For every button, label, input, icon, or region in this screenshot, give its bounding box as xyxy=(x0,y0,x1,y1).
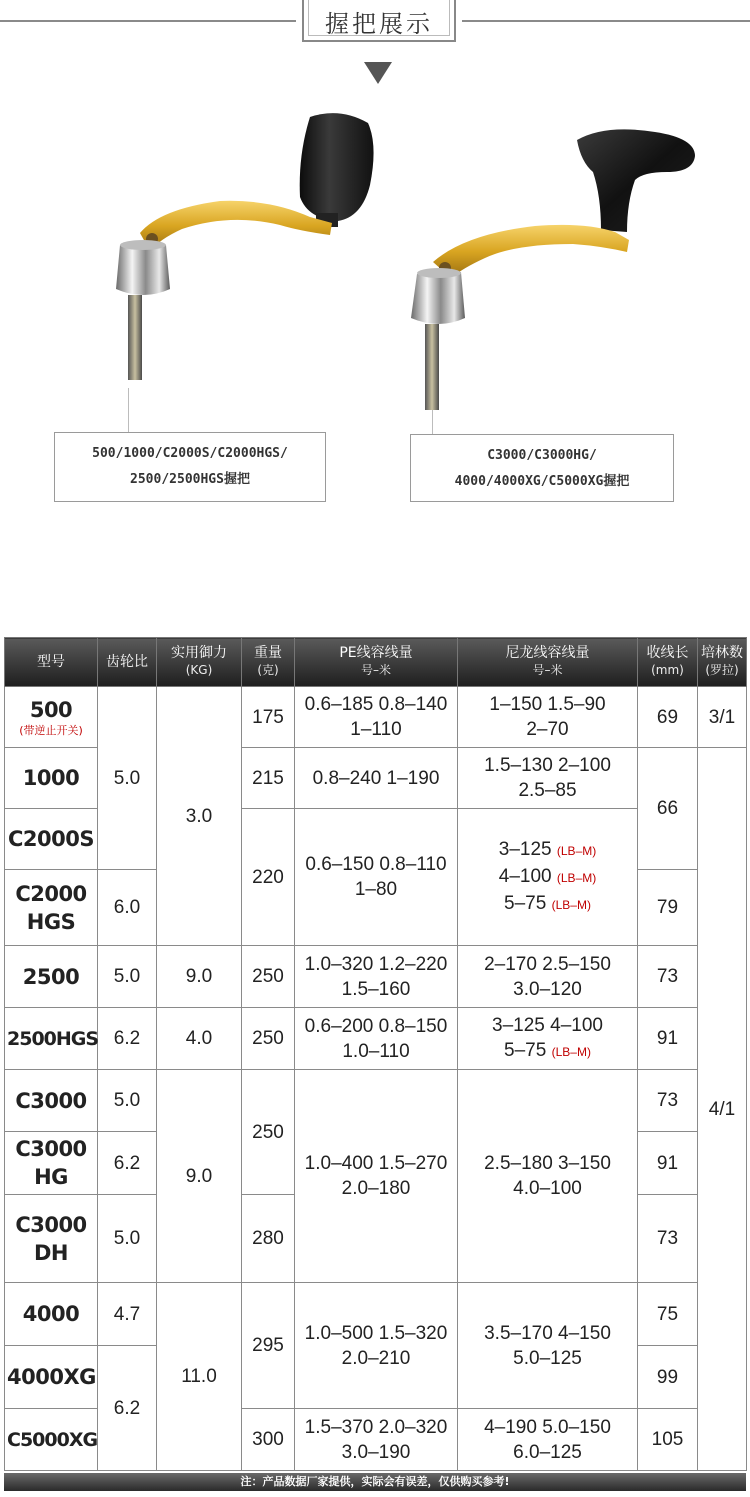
cell-weight: 250 xyxy=(242,1008,295,1070)
cell-nylon: 1.5–130 2–100 2.5–85 xyxy=(458,748,638,809)
cell-retrieve: 91 xyxy=(638,1008,698,1070)
table-row-c3000 xyxy=(5,1070,747,1132)
cell-retrieve: 73 xyxy=(638,1070,698,1132)
header-line-left xyxy=(0,20,296,22)
cell-pe: 0.6–150 0.8–110 1–80 xyxy=(295,809,458,946)
cell-model: C5000XG xyxy=(5,1409,98,1471)
cell-model: 2500 xyxy=(5,946,98,1008)
cell-model: C3000 xyxy=(5,1070,98,1132)
cell-gear: 6.2 xyxy=(98,1008,157,1070)
th-retrieve: 收线长 (mm) xyxy=(638,638,698,687)
handle-image-round-knob xyxy=(100,105,390,390)
table-header-row xyxy=(5,638,747,687)
cell-weight: 300 xyxy=(242,1409,295,1471)
cell-gear: 5.0 xyxy=(98,1195,157,1283)
handle-leader-line-1 xyxy=(128,388,129,432)
cell-bearing: 3/1 xyxy=(698,687,747,748)
header-title: 握把展示 xyxy=(325,10,433,38)
cell-drag: 11.0 xyxy=(157,1283,242,1471)
cell-retrieve: 66 xyxy=(638,748,698,870)
th-gear-ratio: 齿轮比 xyxy=(98,638,157,687)
cell-gear: 6.2 xyxy=(98,1346,157,1471)
cell-nylon: 3–125 4–100 5–75 (LB–M) xyxy=(458,1008,638,1070)
cell-drag: 4.0 xyxy=(157,1008,242,1070)
cell-gear: 6.2 xyxy=(98,1132,157,1195)
cell-model: C3000 HG xyxy=(5,1132,98,1195)
handle-caption-1 xyxy=(54,432,326,502)
cell-nylon: 3–125 (LB–M) 4–100 (LB–M) 5–75 (LB–M) xyxy=(458,809,638,946)
cell-pe: 1.0–320 1.2–220 1.5–160 xyxy=(295,946,458,1008)
cell-nylon: 2–170 2.5–150 3.0–120 xyxy=(458,946,638,1008)
cell-gear: 5.0 xyxy=(98,1070,157,1132)
header-title-box xyxy=(302,0,456,42)
handle-leader-line-2 xyxy=(432,410,433,434)
th-weight: 重量 (克) xyxy=(242,638,295,687)
table-row-4000 xyxy=(5,1283,747,1346)
cell-retrieve: 105 xyxy=(638,1409,698,1471)
cell-pe: 1.0–500 1.5–320 2.0–210 xyxy=(295,1283,458,1409)
cell-gear: 5.0 xyxy=(98,687,157,870)
cell-model: 2500HGS xyxy=(5,1008,98,1070)
cell-gear: 6.0 xyxy=(98,870,157,946)
cell-pe: 0.6–185 0.8–140 1–110 xyxy=(295,687,458,748)
cell-drag: 3.0 xyxy=(157,687,242,946)
th-drag: 实用御力 (KG) xyxy=(157,638,242,687)
cell-weight: 250 xyxy=(242,946,295,1008)
cell-model: 4000 xyxy=(5,1283,98,1346)
table-row-500 xyxy=(5,687,747,748)
th-pe-capacity: PE线容线量 号–米 xyxy=(295,638,458,687)
cell-weight: 295 xyxy=(242,1283,295,1409)
cell-gear: 4.7 xyxy=(98,1283,157,1346)
th-model: 型号 xyxy=(5,638,98,687)
cell-nylon: 1–150 1.5–90 2–70 xyxy=(458,687,638,748)
cell-weight: 250 xyxy=(242,1070,295,1195)
cell-nylon: 3.5–170 4–150 5.0–125 xyxy=(458,1283,638,1409)
cell-retrieve: 79 xyxy=(638,870,698,946)
cell-model: 500 (带逆止开关) xyxy=(5,687,98,748)
cell-retrieve: 91 xyxy=(638,1132,698,1195)
down-arrow-icon xyxy=(364,62,392,84)
cell-pe: 0.8–240 1–190 xyxy=(295,748,458,809)
cell-weight: 220 xyxy=(242,809,295,946)
table-row-2500 xyxy=(5,946,747,1008)
table-row-2500hgs xyxy=(5,1008,747,1070)
cell-model: C3000 DH xyxy=(5,1195,98,1283)
spec-table-container xyxy=(4,637,746,1471)
cell-retrieve: 69 xyxy=(638,687,698,748)
header-line-right xyxy=(462,20,750,22)
cell-nylon: 2.5–180 3–150 4.0–100 xyxy=(458,1070,638,1283)
cell-model: C2000 HGS xyxy=(5,870,98,946)
cell-drag: 9.0 xyxy=(157,946,242,1008)
handle-caption-2 xyxy=(410,434,674,502)
cell-bearing: 4/1 xyxy=(698,748,747,1471)
handle-caption-1-line1: 500/1000/C2000S/C2000HGS/ xyxy=(92,446,288,461)
cell-pe: 1.5–370 2.0–320 3.0–190 xyxy=(295,1409,458,1471)
cell-model: 1000 xyxy=(5,748,98,809)
cell-pe: 0.6–200 0.8–150 1.0–110 xyxy=(295,1008,458,1070)
handle-caption-1-line2: 2500/2500HGS握把 xyxy=(130,472,250,487)
cell-weight: 215 xyxy=(242,748,295,809)
handle-caption-2-line1: C3000/C3000HG/ xyxy=(487,448,597,463)
cell-retrieve: 75 xyxy=(638,1283,698,1346)
spec-table xyxy=(4,637,747,1471)
handle-caption-2-line2: 4000/4000XG/C5000XG握把 xyxy=(454,474,630,489)
cell-retrieve: 73 xyxy=(638,946,698,1008)
cell-model: 4000XG xyxy=(5,1346,98,1409)
cell-retrieve: 99 xyxy=(638,1346,698,1409)
cell-weight: 280 xyxy=(242,1195,295,1283)
cell-gear: 5.0 xyxy=(98,946,157,1008)
cell-model: C2000S xyxy=(5,809,98,870)
th-bearing: 培林数 (罗拉) xyxy=(698,638,747,687)
footnote-bar: 注：产品数据厂家提供，实际会有误差，仅供购买参考! xyxy=(4,1473,746,1491)
th-nylon-capacity: 尼龙线容线量 号–米 xyxy=(458,638,638,687)
handle-image-t-knob xyxy=(405,122,705,412)
cell-retrieve: 73 xyxy=(638,1195,698,1283)
cell-drag: 9.0 xyxy=(157,1070,242,1283)
cell-weight: 175 xyxy=(242,687,295,748)
cell-nylon: 4–190 5.0–150 6.0–125 xyxy=(458,1409,638,1471)
cell-pe: 1.0–400 1.5–270 2.0–180 xyxy=(295,1070,458,1283)
